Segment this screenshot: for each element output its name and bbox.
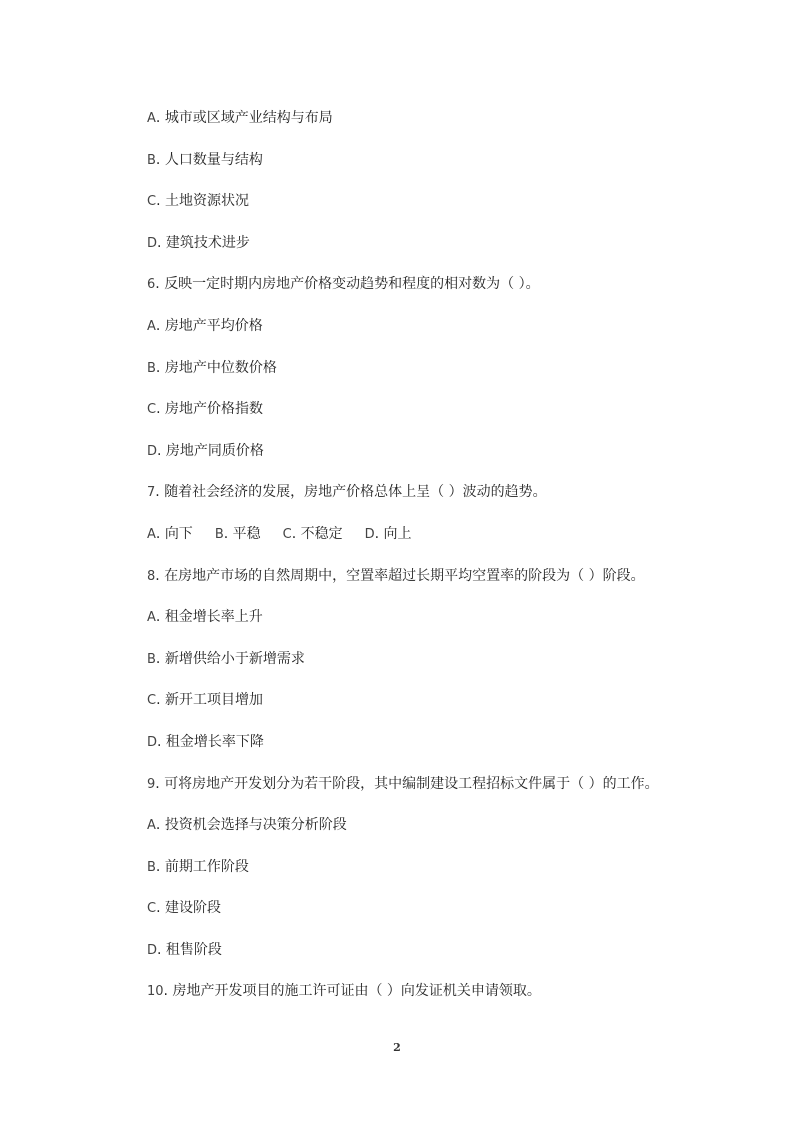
option-text: 土地资源状况 bbox=[164, 193, 249, 210]
option-marker: C bbox=[147, 693, 157, 709]
option-text: 投资机会选择与决策分析阶段 bbox=[164, 817, 347, 834]
answer-option: B. 新增供给小于新增需求 bbox=[147, 650, 305, 667]
option-text: 不稳定 bbox=[300, 525, 343, 542]
question-number: 10 bbox=[147, 984, 164, 1000]
option-marker: A bbox=[147, 526, 156, 542]
option-marker: B bbox=[147, 859, 156, 875]
option-c: C. 不稳定 bbox=[282, 525, 343, 542]
option-text: 向下 bbox=[164, 525, 193, 542]
answer-option: C. 土地资源状况 bbox=[147, 193, 249, 210]
option-marker: D bbox=[147, 734, 158, 750]
option-d: D. 向上 bbox=[364, 525, 412, 542]
answer-option: D. 建筑技术进步 bbox=[147, 234, 250, 251]
answer-option: A. 房地产平均价格 bbox=[147, 317, 263, 334]
question-number: 9 bbox=[147, 776, 156, 792]
option-text: 新开工项目增加 bbox=[164, 692, 263, 709]
option-marker: D bbox=[364, 526, 375, 542]
option-marker: A bbox=[147, 111, 156, 126]
option-text: 建筑技术进步 bbox=[165, 234, 250, 251]
option-text: 房地产同质价格 bbox=[165, 442, 264, 459]
question-number: 8 bbox=[147, 568, 156, 584]
option-marker: B bbox=[214, 526, 224, 542]
option-marker: B bbox=[147, 360, 156, 376]
answer-option: D. 租售阶段 bbox=[147, 941, 222, 958]
option-marker: D bbox=[147, 942, 158, 958]
answer-option: C. 建设阶段 bbox=[147, 900, 221, 917]
option-marker: C bbox=[282, 526, 292, 542]
option-text: 前期工作阶段 bbox=[164, 858, 249, 875]
question-text: 房地产开发项目的施工许可证由（ ）向发证机关申请领取。 bbox=[172, 983, 541, 1000]
option-text: 向上 bbox=[383, 525, 412, 542]
option-text: 租售阶段 bbox=[165, 941, 222, 958]
option-text: 人口数量与结构 bbox=[164, 151, 263, 168]
option-text: 城市或区域产业结构与布局 bbox=[164, 110, 333, 126]
question-stem: 6. 反映一定时期内房地产价格变动趋势和程度的相对数为（ ）。 bbox=[147, 276, 540, 293]
option-marker: D bbox=[147, 443, 158, 459]
option-marker: C bbox=[147, 402, 157, 418]
option-marker: A bbox=[147, 818, 156, 834]
question-stem: 7. 随着社会经济的发展，房地产价格总体上呈（ ）波动的趋势。 bbox=[147, 484, 547, 501]
question-text: 随着社会经济的发展，房地产价格总体上呈（ ）波动的趋势。 bbox=[164, 484, 547, 501]
question-stem: 8. 在房地产市场的自然周期中，空置率超过长期平均空置率的阶段为（ ）阶段。 bbox=[147, 567, 645, 584]
question-number: 6 bbox=[147, 277, 156, 293]
inline-options-row bbox=[147, 520, 707, 562]
option-text: 建设阶段 bbox=[164, 900, 221, 917]
answer-option: B. 前期工作阶段 bbox=[147, 858, 249, 875]
option-text: 房地产中位数价格 bbox=[164, 359, 277, 376]
answer-option: C. 房地产价格指数 bbox=[147, 401, 263, 418]
question-number: 7 bbox=[147, 485, 156, 501]
page-number: 2 bbox=[393, 1041, 401, 1054]
option-b: B. 平稳 bbox=[214, 525, 261, 542]
answer-option: A. 投资机会选择与决策分析阶段 bbox=[147, 817, 347, 834]
option-marker: B bbox=[147, 152, 156, 168]
answer-option: A. 城市或区域产业结构与布局 bbox=[147, 110, 333, 126]
question-stem: 9. 可将房地产开发划分为若干阶段，其中编制建设工程招标文件属于（ ）的工作。 bbox=[147, 775, 659, 792]
option-marker: C bbox=[147, 901, 157, 917]
option-text: 新增供给小于新增需求 bbox=[164, 650, 305, 667]
option-text: 租金增长率上升 bbox=[164, 609, 263, 626]
answer-option: B. 人口数量与结构 bbox=[147, 151, 263, 168]
question-stem: 10. 房地产开发项目的施工许可证由（ ）向发证机关申请领取。 bbox=[147, 983, 541, 1000]
question-list bbox=[147, 104, 707, 1019]
option-text: 房地产平均价格 bbox=[164, 317, 263, 334]
option-marker: A bbox=[147, 610, 156, 626]
answer-option: D. 租金增长率下降 bbox=[147, 733, 264, 750]
option-marker: C bbox=[147, 194, 157, 210]
option-marker: A bbox=[147, 318, 156, 334]
option-text: 租金增长率下降 bbox=[165, 733, 264, 750]
option-a: A. 向下 bbox=[147, 525, 193, 542]
option-text: 平稳 bbox=[232, 525, 261, 542]
question-text: 在房地产市场的自然周期中，空置率超过长期平均空置率的阶段为（ ）阶段。 bbox=[164, 567, 645, 584]
answer-option: D. 房地产同质价格 bbox=[147, 442, 264, 459]
question-text: 可将房地产开发划分为若干阶段，其中编制建设工程招标文件属于（ ）的工作。 bbox=[164, 775, 659, 792]
answer-option: A. 租金增长率上升 bbox=[147, 609, 263, 626]
option-marker: B bbox=[147, 651, 156, 667]
option-text: 房地产价格指数 bbox=[164, 401, 263, 418]
question-text: 反映一定时期内房地产价格变动趋势和程度的相对数为（ ）。 bbox=[164, 276, 540, 293]
answer-option: B. 房地产中位数价格 bbox=[147, 359, 277, 376]
option-marker: D bbox=[147, 235, 158, 251]
answer-option: C. 新开工项目增加 bbox=[147, 692, 263, 709]
